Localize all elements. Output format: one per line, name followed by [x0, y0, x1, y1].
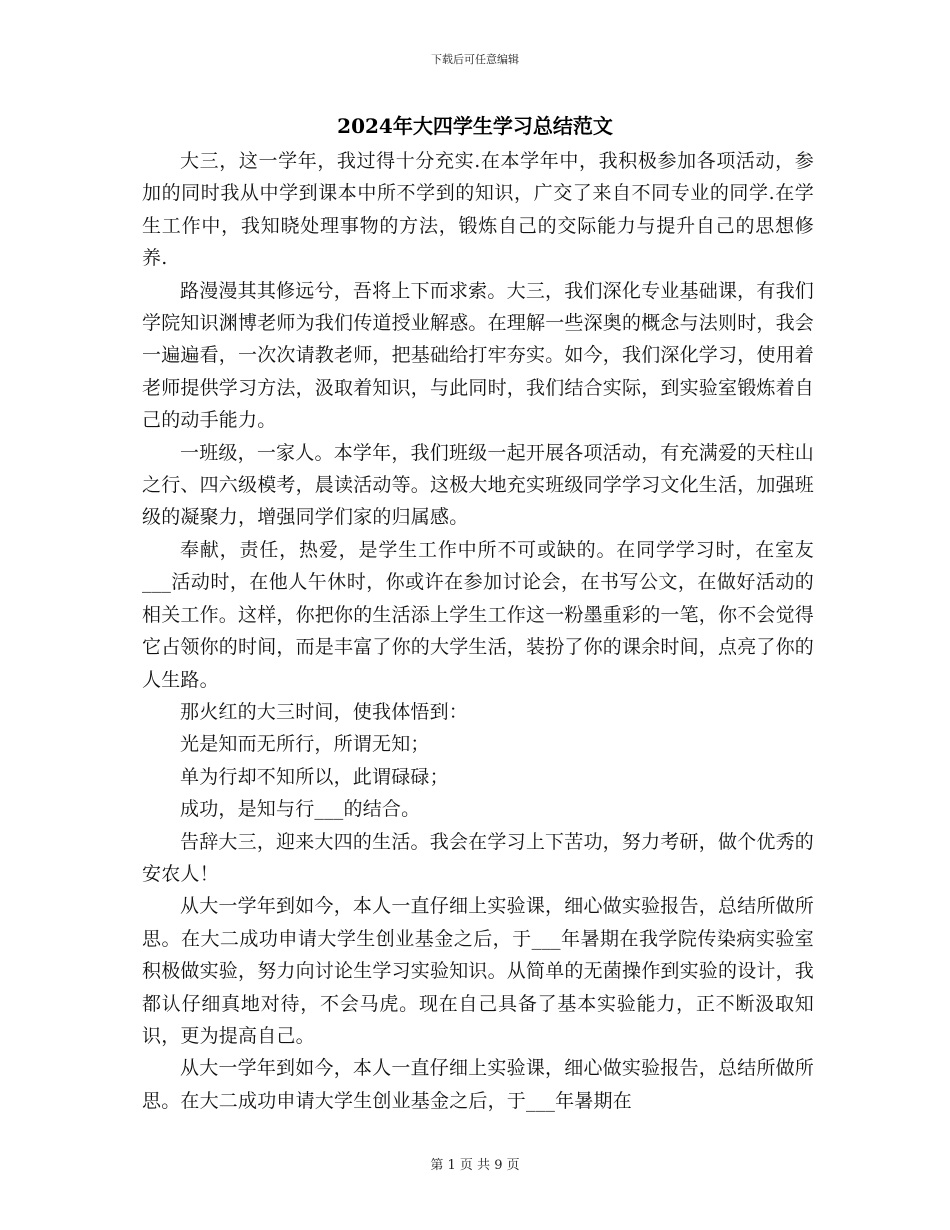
document-body — [142, 145, 814, 1117]
paragraph-2: 路漫漫其其修远兮，吾将上下而求索。大三，我们深化专业基础课，有我们学院知识渊博老师为我们传道授业解惑。在理解一些深奥的概念与法则时，我会一遍遍看，一次次请教老师，把基础给打牢夯实。如今，我们深化学习，使用着老师提供学习方法，汲取着知识，与此同时，我们结合实际，到实验室锻炼着自己的动手能力。 — [142, 279, 815, 432]
paragraph-4: 奉献，责任，热爱，是学生工作中所不可或缺的。在同学学习时，在室友___活动时，在他人午休时，你或许在参加讨论会，在书写公文，在做好活动的相关工作。这样，你把你的生活添上学生工作这一粉墨重彩的一笔，你不会觉得它占领你的时间，而是丰富了你的大学生活，装扮了你的课余时间，点亮了你的人生路。 — [142, 538, 815, 691]
paragraph-5: 那火红的大三时间，使我体悟到： — [180, 700, 469, 723]
paragraph-9: 告辞大三，迎来大四的生活。我会在学习上下苦功，努力考研，做个优秀的安农人！ — [142, 830, 814, 885]
page-number: 第 1 页 共 9 页 — [430, 1158, 520, 1173]
paragraph-1: 大三，这一学年，我过得十分充实.在本学年中，我积极参加各项活动，参加的同时我从中学到课本中所不学到的知识，广交了来自不同专业的同学.在学生工作中，我知晓处理事物的方法，锻炼自己的交际能力与提升自己的思想修养. — [142, 150, 814, 270]
document-title: 2024年大四学生学习总结范文 — [337, 114, 613, 138]
paragraph-8: 成功，是知与行___的结合。 — [180, 798, 421, 821]
paragraph-7: 单为行却不知所以，此谓碌碌； — [180, 765, 449, 788]
page-header-note: 下载后可任意编辑 — [431, 53, 519, 66]
paragraph-3: 一班级，一家人。本学年，我们班级一起开展各项活动，有充满爱的天柱山之行、四六级模考，晨读活动等。这极大地充实班级同学学习文化生活，加强班级的凝聚力，增强同学们家的归属感。 — [142, 441, 815, 529]
paragraph-6: 光是知而无所行，所谓无知； — [180, 733, 430, 756]
paragraph-11: 从大一学年到如今，本人一直仔细上实验课，细心做实验报告，总结所做所思。在大二成功申请大学生创业基金之后，于___年暑期在 — [142, 1057, 814, 1112]
paragraph-10: 从大一学年到如今，本人一直仔细上实验课，细心做实验报告，总结所做所思。在大二成功申请大学生创业基金之后，于___年暑期在我学院传染病实验室积极做实验，努力向讨论生学习实验知识。从简单的无菌操作到实验的设计，我都认仔细真地对待，不会马虎。现在自己具备了基本实验能力，正不断汲取知识，更为提高自己。 — [142, 895, 815, 1047]
